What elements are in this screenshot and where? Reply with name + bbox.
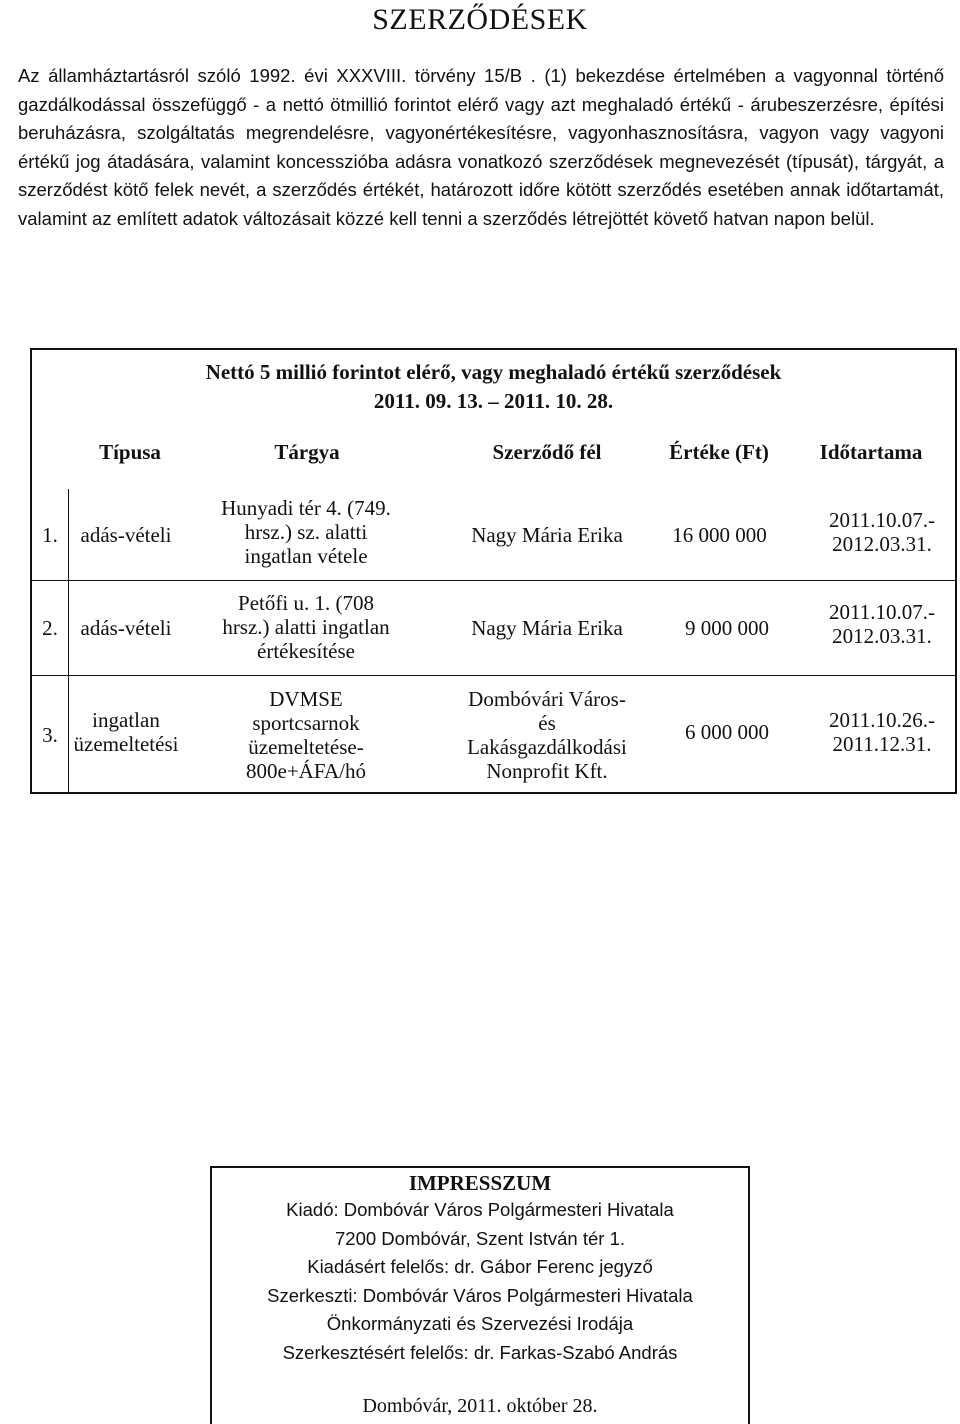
impressum-box [210,1166,750,1424]
row-subject: DVMSE sportcsarnok üzemeltetése- 800e+ÁFA/hó [246,687,366,783]
col-header-value: Értéke (Ft) [669,440,769,464]
col-header-duration: Időtartama [819,440,923,464]
row-value: 6 000 000 [685,720,769,744]
row-duration: 2011.10.07.- 2012.03.31. [829,600,935,648]
table-period: 2011. 09. 13. – 2011. 10. 28. [373,389,614,413]
row-number: 1. [42,522,58,547]
impressum-editor-office: Önkormányzati és Szervezési Irodája [326,1313,634,1335]
col-header-party: Szerződő fél [492,440,602,464]
row-duration: 2011.10.26.- 2011.12.31. [829,708,935,756]
impressum-editing-responsible: Szerkesztésért felelős: dr. Farkas-Szabó András [282,1341,678,1363]
row-value: 9 000 000 [685,616,769,640]
col-header-subject: Tárgya [274,440,340,464]
row-subject: Petőfi u. 1. (708 hrsz.) alatti ingatlan értékesítése [222,591,390,663]
row-number: 2. [42,616,58,640]
impressum-publishing-responsible: Kiadásért felelős: dr. Gábor Ferenc jegyző [307,1256,653,1278]
contracts-table [30,348,957,794]
row-type: adás-vételi [80,616,172,640]
row-type: adás-vételi [80,522,172,547]
col-header-type: Típusa [99,440,161,464]
intro-paragraph: Az államháztartásról szóló 1992. évi XXXVIII. törvény 15/B . (1) bekezdése értelmében a vagyonnal történő gazdálkodással összefüggő - a nettó ötmillió forintot elérő vagy azt meghaladó értékű - árubeszerzésre, építési beruházásra, szolgáltatás megrendelésre, vagyonértékesítésre, vagyonhasznosításra, vagyon vagy vagyoni értékű jog átadására, valamint koncesszióba adásra vonatkozó szerződések megnevezését (típusát), tárgyát, a szerződést kötő felek nevét, a szerződés értékét, határozott időre kötött szerződés esetében annak időtartamát, valamint az említett adatok változásait közzé kell tenni a szerződés létrejöttét követő hatvan napon belül. [18,65,944,229]
row-subject: Hunyadi tér 4. (749. hrsz.) sz. alatti ingatlan vétele [221,495,391,568]
row-number: 3. [42,723,58,747]
row-party: Nagy Mária Erika [471,522,623,547]
impressum-publisher: Kiadó: Dombóvár Város Polgármesteri Hivatala [286,1199,674,1220]
row-duration: 2011.10.07.- 2012.03.31. [829,507,935,556]
row-value: 16 000 000 [672,522,767,547]
impressum-date: Dombóvár, 2011. október 28. [362,1395,598,1417]
impressum-address: 7200 Dombóvár, Szent István tér 1. [335,1227,625,1249]
table-heading: Nettó 5 millió forintot elérő, vagy meghaladó értékű szerződések [205,360,782,384]
row-party: Dombóvári Város- és Lakásgazdálkodási Nonprofit Kft. [467,687,627,783]
row-type: ingatlan üzemeltetési [73,708,179,756]
impressum-title: IMPRESSZUM [408,1171,552,1195]
impressum-editor: Szerkeszti: Dombóvár Város Polgármesteri Hivatala [267,1284,693,1306]
page-title: SZERZŐDÉSEK [372,3,588,36]
row-party: Nagy Mária Erika [471,616,623,640]
